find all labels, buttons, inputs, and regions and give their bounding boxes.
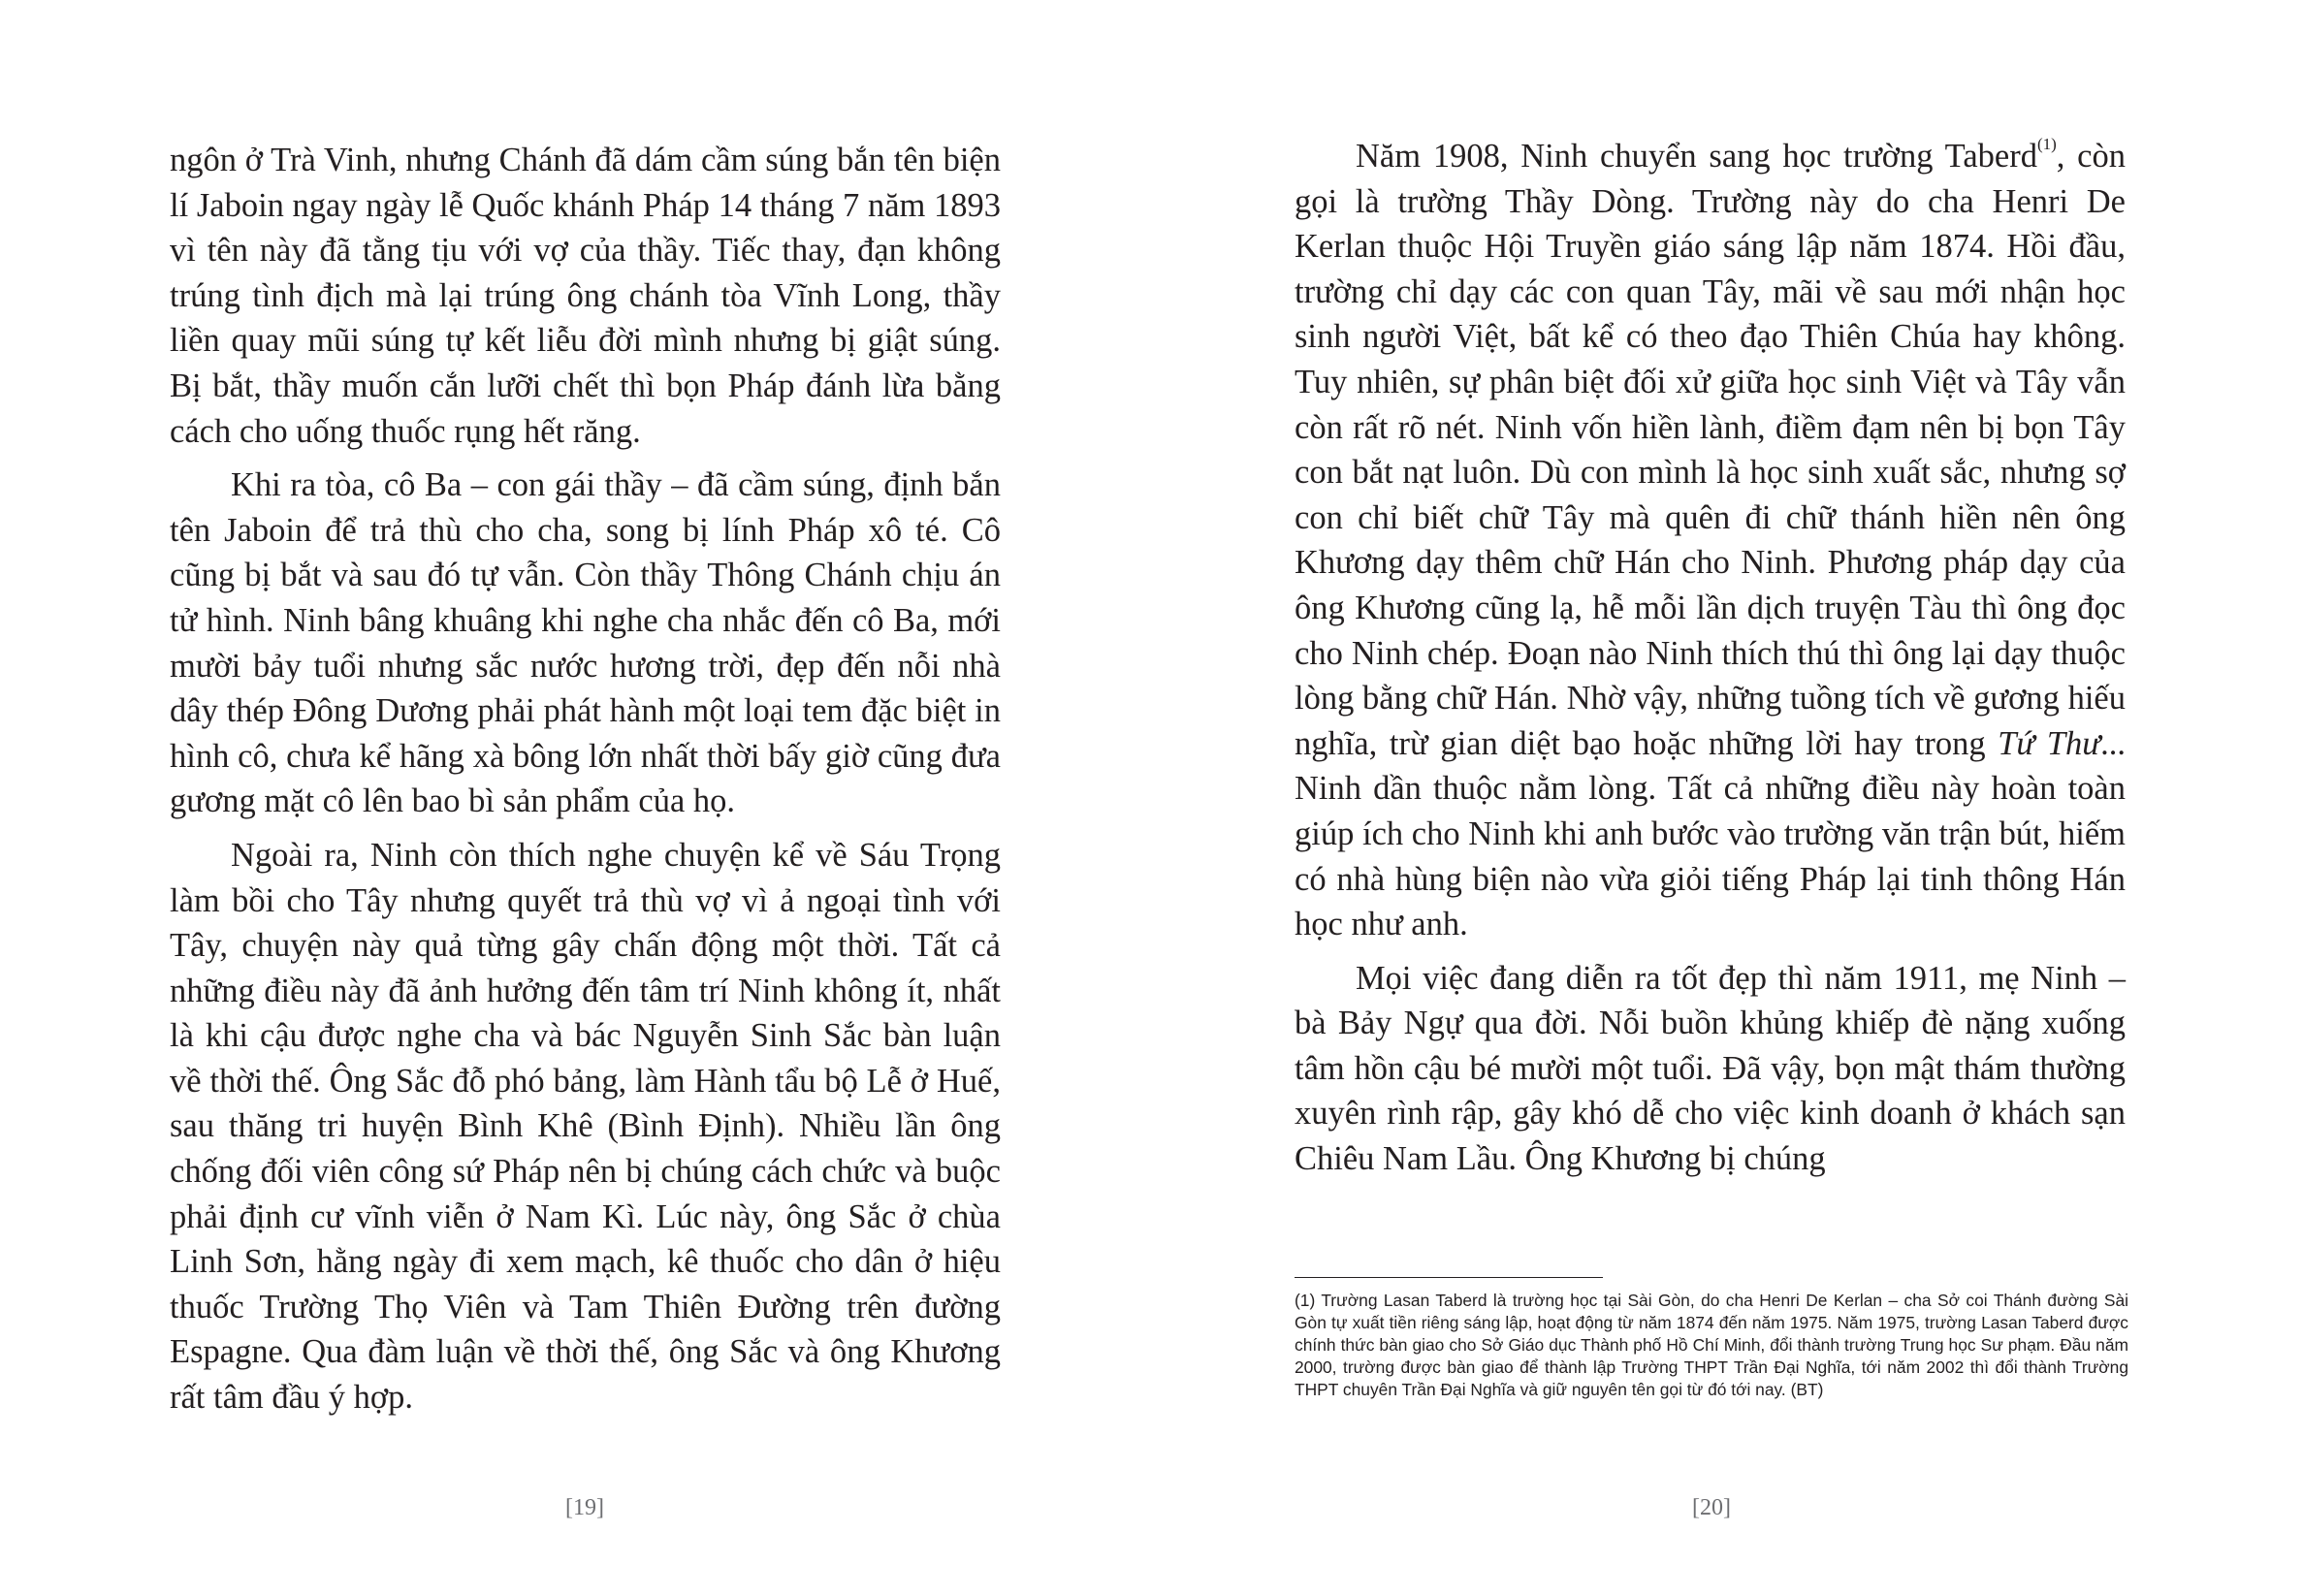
right-page <box>1151 0 2303 1596</box>
left-page <box>0 0 1151 1596</box>
left-paragraph-2: Khi ra tòa, cô Ba – con gái thầy – đã cầm súng, định bắn tên Jaboin để trả thù cho cha, song bị lính Pháp xô té. Cô cũng bị bắt và sau đó tự vẫn. Còn thầy Thông Chánh chịu án tử hình. Ninh bâng khuâng khi nghe cha nhắc đến cô Ba, mới mười bảy tuổi nhưng sắc nước hương trời, đẹp đến nỗi nhà dây thép Đông Dương phải phát hành một loại tem đặc biệt in hình cô, chưa kể hãng xà bông lớn nhất thời bấy giờ cũng đưa gương mặt cô lên bao bì sản phẩm của họ. <box>170 466 1001 820</box>
right-page-body <box>1295 134 2126 1182</box>
book-title-italic: Tứ Thư <box>1998 724 2101 762</box>
page-number-right: [20] <box>1692 1495 1731 1520</box>
left-paragraph-3: Ngoài ra, Ninh còn thích nghe chuyện kể về Sáu Trọng làm bồi cho Tây nhưng quyết trả thù vợ vì ả ngoại tình với Tây, chuyện này quả từng gây chấn động một thời. Tất cả những điều này đã ảnh hưởng đến tâm trí Ninh không ít, nhất là khi cậu được nghe cha và bác Nguyễn Sinh Sắc bàn luận về thời thế. Ông Sắc đỗ phó bảng, làm Hành tẩu bộ Lễ ở Huế, sau thăng tri huyện Bình Khê (Bình Định). Nhiều lần ông chống đối viên công sứ Pháp nên bị chúng cách chức và buộc phải định cư vĩnh viễn ở Nam Kì. Lúc này, ông Sắc ở chùa Linh Sơn, hằng ngày đi xem mạch, kê thuốc cho dân ở hiệu thuốc Trường Thọ Viên và Tam Thiên Đường trên đường Espagne. Qua đàm luận về thời thế, ông Sắc và ông Khương rất tâm đầu ý hợp. <box>170 836 1001 1417</box>
right-paragraph-1-start: Năm 1908, Ninh chuyển sang học trường Taberd <box>1356 138 2037 175</box>
right-paragraph-1-end: ... Ninh dần thuộc nằm lòng. Tất cả những điều này hoàn toàn giúp ích cho Ninh khi anh bước vào trường văn trận bút, hiếm có nhà hùng biện nào vừa giỏi tiếng Pháp lại tinh thông Hán học như anh. <box>1295 724 2126 943</box>
footnote-reference-mark: (1) <box>2036 135 2057 153</box>
left-page-body <box>170 138 1001 1420</box>
right-paragraph-1 <box>1295 134 2126 947</box>
footnote-divider <box>1295 1277 1603 1278</box>
left-paragraph-1: ngôn ở Trà Vinh, nhưng Chánh đã dám cầm súng bắn tên biện lí Jaboin ngay ngày lễ Quốc khánh Pháp 14 tháng 7 năm 1893 vì tên này đã tằng tịu với vợ của thầy. Tiếc thay, đạn không trúng tình địch mà lại trúng ông chánh tòa Vĩnh Long, thầy liền quay mũi súng tự kết liễu đời mình nhưng bị giật súng. Bị bắt, thầy muốn cắn lưỡi chết thì bọn Pháp đánh lừa bằng cách cho uống thuốc rụng hết răng. <box>170 142 1001 450</box>
page-number-left: [19] <box>565 1495 604 1520</box>
right-paragraph-2: Mọi việc đang diễn ra tốt đẹp thì năm 1911, mẹ Ninh – bà Bảy Ngự qua đời. Nỗi buồn khủng khiếp đè nặng xuống tâm hồn cậu bé mười một tuổi. Đã vậy, bọn mật thám thường xuyên rình rập, gây khó dễ cho việc kinh doanh ở khách sạn Chiêu Nam Lầu. Ông Khương bị chúng <box>1295 959 2126 1178</box>
right-paragraph-1-middle: , còn gọi là trường Thầy Dòng. Trường này do cha Henri De Kerlan thuộc Hội Truyền giáo sáng lập năm 1874. Hồi đầu, trường chỉ dạy các con quan Tây, mãi về sau mới nhận học sinh người Việt, bất kể có theo đạo Thiên Chúa hay không. Tuy nhiên, sự phân biệt đối xử giữa học sinh Việt và Tây vẫn còn rất rõ nét. Ninh vốn hiền lành, điềm đạm nên bị bọn Tây con bắt nạt luôn. Dù con mình là học sinh xuất sắc, nhưng sợ con chỉ biết chữ Tây mà quên đi chữ thánh hiền nên ông Khương dạy thêm chữ Hán cho Ninh. Phương pháp dạy của ông Khương cũng lạ, hễ mỗi lần dịch truyện Tàu thì ông đọc cho Ninh chép. Đoạn nào Ninh thích thú thì ông lại dạy thuộc lòng bằng chữ Hán. Nhờ vậy, những tuồng tích về gương hiếu nghĩa, trừ gian diệt bạo hoặc những lời hay trong <box>1295 138 2126 762</box>
footnote-text: (1) Trường Lasan Taberd là trường học tại Sài Gòn, do cha Henri De Kerlan – cha Sở coi Thánh đường Sài Gòn tự xuất tiền riêng sáng lập, hoạt động từ năm 1874 đến năm 1975. Năm 1975, trường Lasan Taberd được chính thức bàn giao cho Sở Giáo dục Thành phố Hồ Chí Minh, đổi thành trường Trung học Sư phạm. Đầu năm 2000, trường được bàn giao để thành lập Trường THPT Trần Đại Nghĩa, tới năm 2002 thì đổi thành Trường THPT chuyên Trần Đại Nghĩa và giữ nguyên tên gọi từ đó tới nay. (BT) <box>1295 1291 2128 1399</box>
